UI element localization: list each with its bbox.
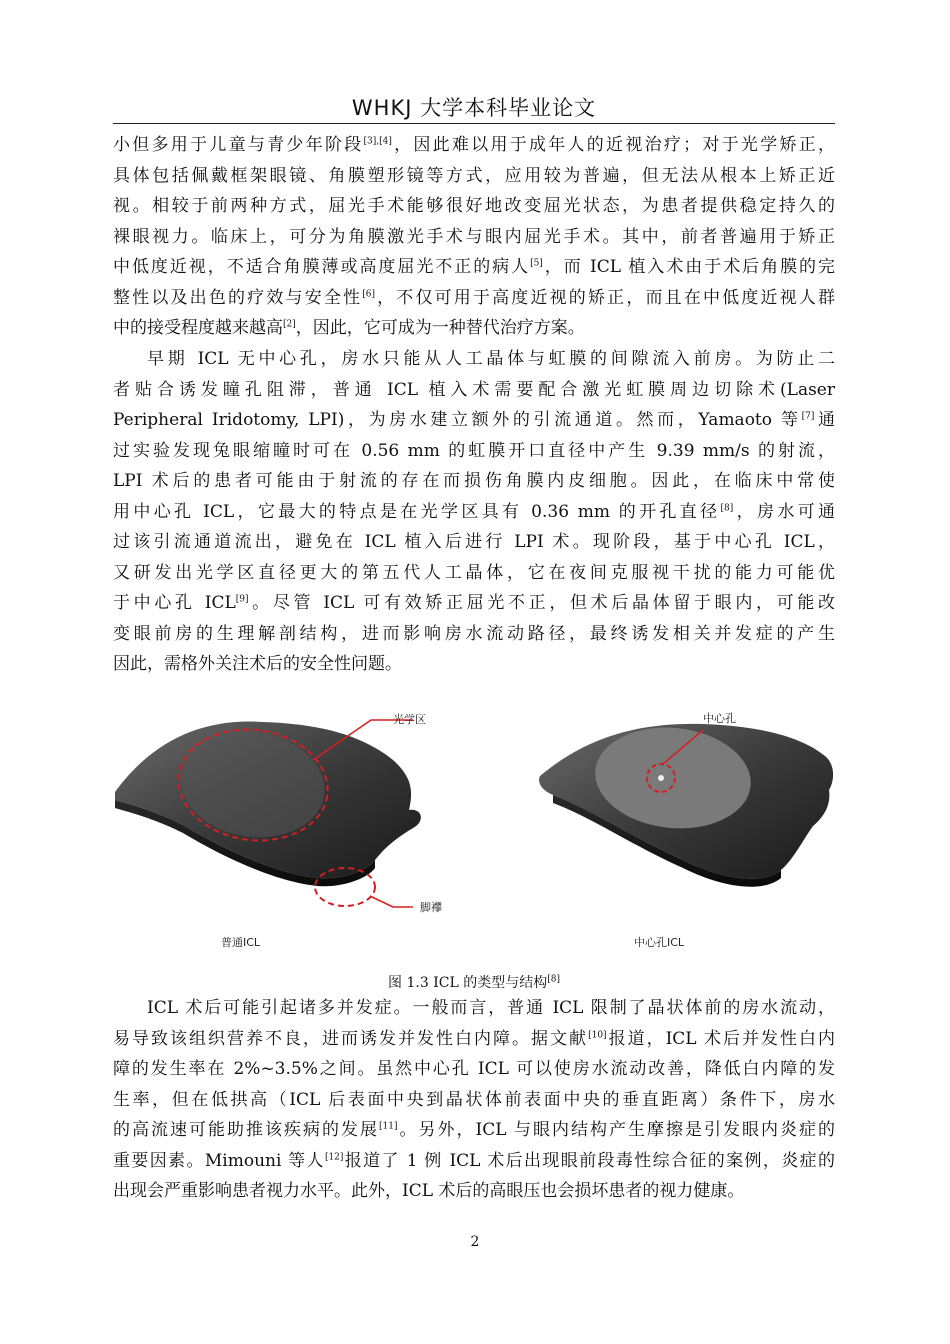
text-line: 早期 ICL 无中心孔，房水只能从人工晶体与虹膜的间隙流入前房。为防止二 — [147, 349, 835, 369]
icl-illustration — [113, 700, 835, 960]
paragraph-3 — [113, 993, 835, 1207]
haptic-leader — [370, 896, 413, 907]
citation: [9] — [235, 594, 249, 605]
text-line: 重要因素。Mimouni 等人[12]报道了 1 例 ICL 术后出现眼前段毒性综合征的案例，炎症的 — [113, 1150, 835, 1171]
citation: [8] — [720, 502, 734, 513]
central-hole-icl-name: 中心孔ICL — [634, 936, 685, 949]
text-line: 的高流速可能助推该疾病的发展[11]。另外，ICL 与眼内结构产生摩擦是引发眼内炎症的 — [113, 1120, 835, 1140]
header-divider — [113, 123, 835, 124]
citation: [8] — [547, 974, 560, 985]
central-hole-icl-lens — [539, 720, 833, 887]
text-line: 于中心孔 ICL[9]。尽管 ICL 可有效矫正屈光不正，但术后晶体留于眼内，可能改 — [113, 593, 835, 613]
text-line: 中的接受程度越来越高[2]，因此，它可成为一种替代治疗方案。 — [113, 318, 585, 338]
citation: [3],[4] — [363, 136, 392, 147]
text-line: 整性以及出色的疗效与安全性[6]，不仅可用于高度近视的矫正，而且在中低度近视人群 — [113, 287, 835, 308]
text-line: LPI 术后的患者可能由于射流的存在而损伤角膜内皮细胞。因此，在临床中常使 — [113, 471, 835, 491]
citation: [11] — [379, 1121, 398, 1132]
paragraph-2 — [113, 344, 835, 680]
text-line: 因此，需格外关注术后的安全性问题。 — [113, 654, 402, 674]
citation: [6] — [362, 288, 375, 299]
text-line: Peripheral Iridotomy, LPI)，为房水建立额外的引流通道。然而，Yamaoto 等[7]通 — [113, 410, 835, 430]
text-line: 过该引流通道流出，避免在 ICL 植入后进行 LPI 术。现阶段，基于中心孔 ICL， — [113, 532, 835, 552]
citation: [5] — [530, 258, 543, 269]
haptic-label: 脚襻 — [420, 901, 442, 914]
optic-zone-label: 光学区 — [393, 713, 426, 726]
standard-icl-lens — [115, 720, 421, 907]
central-hole — [658, 775, 664, 781]
text-line: 用中心孔 ICL，它最大的特点是在光学区具有 0.36 mm 的开孔直径[8]，房水可通 — [113, 501, 835, 522]
citation: [2] — [283, 319, 296, 330]
text-line: 障的发生率在 2%~3.5%之间。虽然中心孔 ICL 可以使房水流动改善，降低白内障的发 — [113, 1059, 835, 1079]
text-line: 者贴合诱发瞳孔阻滞，普通 ICL 植入术需要配合激光虹膜周边切除术(Laser — [113, 379, 835, 400]
text-line: 过实验发现兔眼缩瞳时可在 0.56 mm 的虹膜开口直径中产生 9.39 mm/s 的射流， — [113, 440, 835, 461]
text-line: ICL 术后可能引起诸多并发症。一般而言，普通 ICL 限制了晶状体前的房水流动， — [147, 998, 835, 1018]
citation: [7] — [801, 411, 815, 422]
text-line: 生率，但在低拱高（ICL 后表面中央到晶状体前表面中央的垂直距离）条件下，房水 — [113, 1089, 835, 1110]
paragraph-1 — [113, 130, 835, 344]
text-line: 具体包括佩戴框架眼镜、角膜塑形镜等方式，应用较为普遍，但无法从根本上矫正近 — [113, 165, 835, 186]
text-line: 又研发出光学区直径更大的第五代人工晶体，它在夜间克服视干扰的能力可能优 — [113, 562, 835, 583]
page-number: 2 — [470, 1234, 480, 1250]
citation: [12] — [324, 1151, 344, 1162]
icl-figure — [113, 700, 835, 960]
central-hole-label: 中心孔 — [703, 712, 736, 725]
text-line: 中低度近视，不适合角膜薄或高度屈光不正的病人[5]，而 ICL 植入术由于术后角膜的完 — [113, 257, 835, 277]
page-header-title: WHKJ 大学本科毕业论文 — [351, 96, 597, 120]
figure-caption: 图 1.3 ICL 的类型与结构[8] — [388, 974, 560, 991]
text-line: 小但多用于儿童与青少年阶段[3],[4]，因此难以用于成年人的近视治疗；对于光学矫正， — [113, 135, 835, 155]
text-line: 出现会严重影响患者视力水平。此外，ICL 术后的高眼压也会损坏患者的视力健康。 — [113, 1181, 745, 1201]
standard-icl-name: 普通ICL — [221, 936, 261, 949]
citation: [10] — [588, 1029, 607, 1040]
text-line: 视。相较于前两种方式，屈光手术能够很好地改变屈光状态，为患者提供稳定持久的 — [113, 196, 835, 216]
text-line: 易导致该组织营养不良，进而诱发并发性白内障。据文献[10]报道，ICL 术后并发性白内 — [113, 1028, 835, 1049]
text-line: 变眼前房的生理解剖结构，进而影响房水流动路径，最终诱发相关并发症的产生 — [113, 623, 835, 644]
text-line: 裸眼视力。临床上，可分为角膜激光手术与眼内屈光手术。其中，前者普遍用于矫正 — [113, 226, 835, 247]
